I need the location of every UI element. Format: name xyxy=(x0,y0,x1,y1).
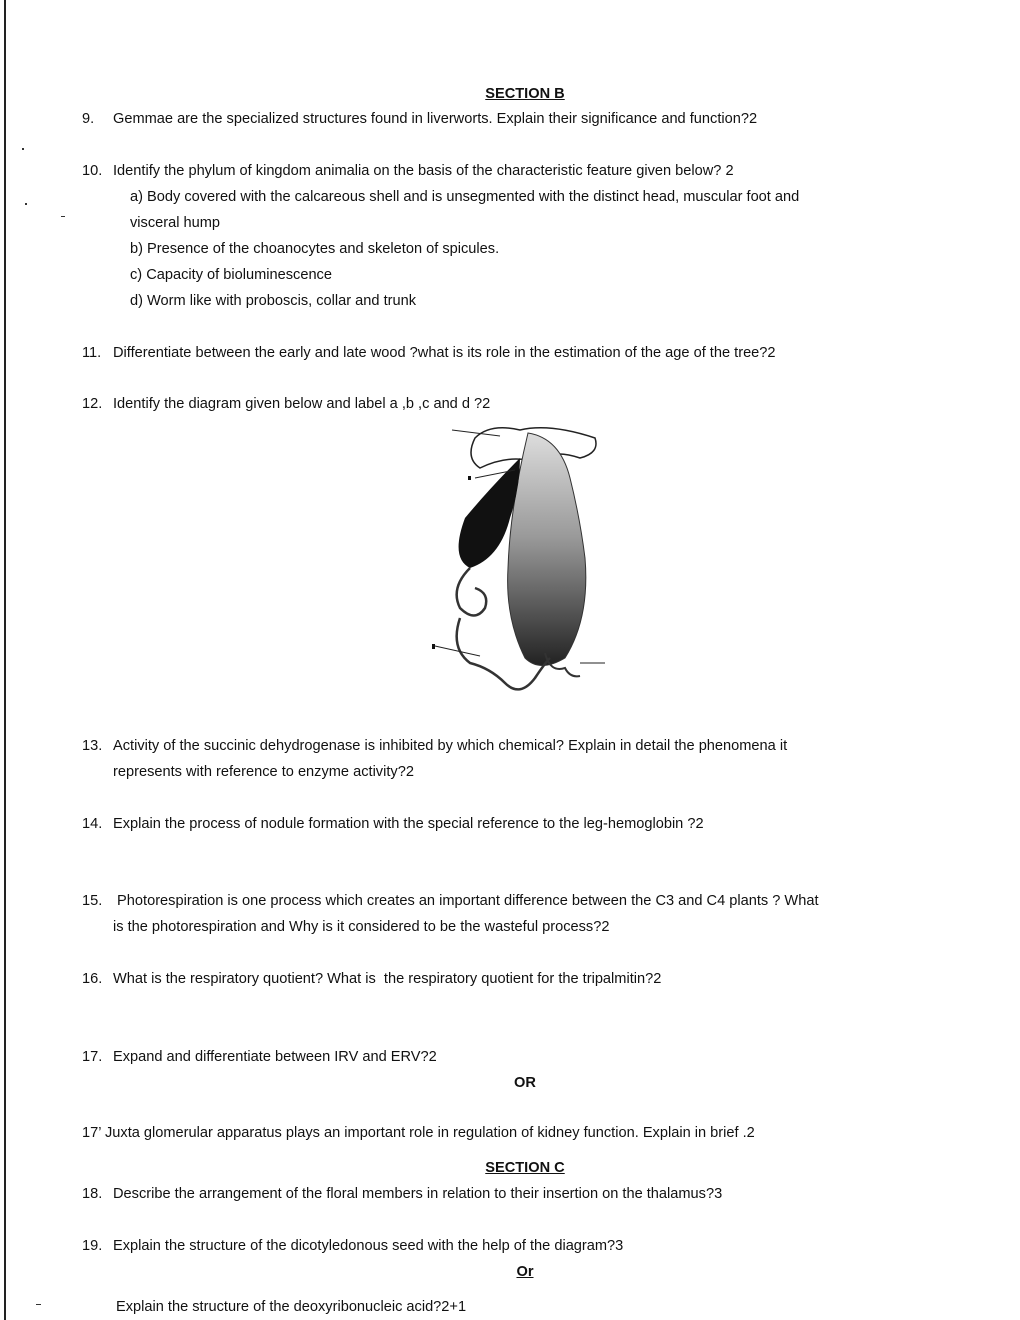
section-b-heading xyxy=(0,85,1020,103)
question-text: Activity of the succinic dehydrogenase is inhibited by which chemical? Explain in detail the phenomena it xyxy=(113,738,788,754)
question-text: Gemmae are the specialized structures found in liverworts. Explain their significance and function?2 xyxy=(113,111,758,127)
question-text: Identify the diagram given below and label a ,b ,c and d ?2 xyxy=(113,396,491,412)
question-number: 19. xyxy=(82,1238,103,1254)
option-a-continued: visceral hump xyxy=(130,215,221,231)
question-text: Explain the structure of the dicotyledonous seed with the help of the diagram?3 xyxy=(113,1238,624,1254)
option-a: a) Body covered with the calcareous shell and is unsegmented with the distinct head, muscular foot and xyxy=(130,189,800,205)
option-b: b) Presence of the choanocytes and skeleton of spicules. xyxy=(130,241,500,257)
question-number: 17. xyxy=(82,1049,103,1065)
question-text: Photorespiration is one process which creates an important difference between the C3 and C4 plants ? What xyxy=(113,893,819,909)
section-b-label: SECTION B xyxy=(485,86,565,102)
animal-diagram xyxy=(430,418,610,703)
question-number: 12. xyxy=(82,396,103,412)
question-text-continued: represents with reference to enzyme activity?2 xyxy=(113,764,414,780)
question-number: 13. xyxy=(82,738,103,754)
question-number: 9. xyxy=(82,111,95,127)
scan-speck xyxy=(36,1304,41,1305)
or-label: Or xyxy=(516,1264,534,1280)
question-number: 16. xyxy=(82,971,103,987)
question-number: 11. xyxy=(82,345,102,361)
scan-left-border xyxy=(4,0,6,1320)
question-number: 14. xyxy=(82,816,103,832)
scan-speck xyxy=(25,203,27,205)
question-text: What is the respiratory quotient? What is the respiratory quotient for the tripalmitin?2 xyxy=(113,971,662,987)
question-text-continued: is the photorespiration and Why is it considered to be the wasteful process?2 xyxy=(113,919,610,935)
question-number: 15. xyxy=(82,893,103,909)
question-number: 10. xyxy=(82,163,103,179)
section-c-label: SECTION C xyxy=(485,1160,565,1176)
question-text: Expand and differentiate between IRV and ERV?2 xyxy=(113,1049,437,1065)
scan-speck xyxy=(22,148,24,150)
or-separator-2 xyxy=(0,1263,1020,1281)
question-text: Identify the phylum of kingdom animalia on the basis of the characteristic feature given below? 2 xyxy=(113,163,734,179)
option-d: d) Worm like with proboscis, collar and trunk xyxy=(130,293,417,309)
or-separator: OR xyxy=(514,1075,536,1091)
section-c-heading xyxy=(0,1159,1020,1177)
scan-speck xyxy=(61,216,65,217)
question-text: Describe the arrangement of the floral members in relation to their insertion on the thalamus?3 xyxy=(113,1186,723,1202)
question-text: Explain the process of nodule formation with the special reference to the leg-hemoglobin ?2 xyxy=(113,816,704,832)
question-text: Differentiate between the early and late wood ?what is its role in the estimation of the age of the tree?2 xyxy=(113,345,776,361)
question-17-alternative: 17’ Juxta glomerular apparatus plays an important role in regulation of kidney function. Explain in brief .2 xyxy=(82,1125,755,1141)
option-c: c) Capacity of bioluminescence xyxy=(130,267,332,283)
question-number: 18. xyxy=(82,1186,103,1202)
question-19-alternative: Explain the structure of the deoxyribonucleic acid?2+1 xyxy=(116,1299,467,1315)
